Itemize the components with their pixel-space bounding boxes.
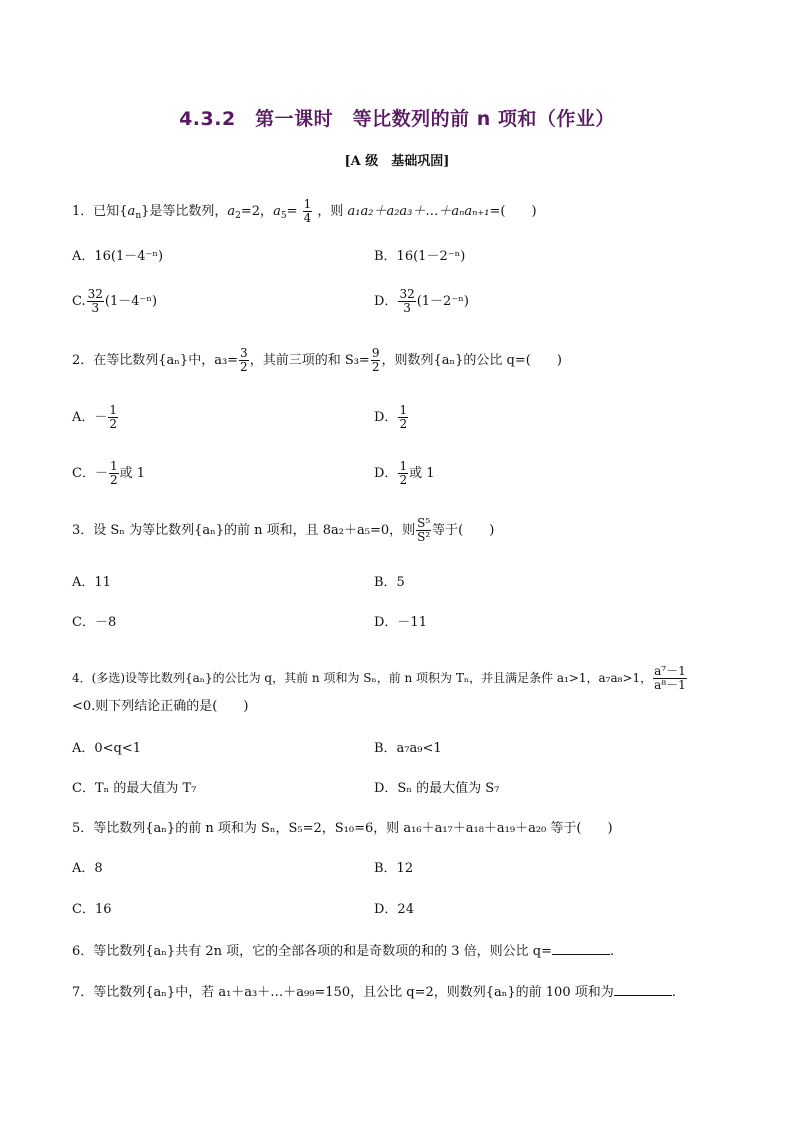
question-4-cont: <0.则下列结论正确的是( ) [72,699,249,714]
answer-blank[interactable] [614,983,672,996]
q5-option-d: D．24 [374,902,414,917]
q3-option-a: A．11 [72,575,111,590]
q4-option-a: A．0<q<1 [72,741,142,756]
fraction: $\frac{1}{2}$ [109,403,118,431]
q1-option-a: A．16(1－4⁻ⁿ) [72,249,164,264]
q1-option-c: C. $\frac{32}{3}$ (1－4⁻ⁿ) [72,287,158,315]
answer-blank[interactable] [552,942,610,955]
fraction: $\frac{32}{3}$ [87,287,103,315]
question-3: 3．设 Sₙ 为等比数列{aₙ}的前 n 项和，且 8a₂＋a₅=0，则 $\frac{\text{S⁵}}{\text{S²}}$ 等于( ) [72,516,495,544]
q3-option-c: C．－8 [72,615,117,630]
fraction: $\frac{3}{2}$ [240,346,248,374]
fraction: $\frac{1}{4}$ [303,197,312,225]
fraction: $\frac{1}{2}$ [109,459,118,487]
fraction: $\frac{1}{2}$ [399,459,408,487]
fraction: $\frac{1}{2}$ [399,403,408,431]
fraction: $\frac{\text{S⁵}}{\text{S²}}$ [417,516,431,544]
q1-prefix: 1．已知{ [72,204,128,219]
q3-option-d: D．－11 [374,615,427,630]
fraction: $\frac{\text{a⁷－1}}{\text{a⁸－1}}$ [654,664,686,692]
fraction: $\frac{32}{3}$ [399,287,415,315]
q1-option-b: B．16(1－2⁻ⁿ) [374,249,466,264]
question-4: 4．(多选)设等比数列{aₙ}的公比为 q，其前 n 项和为 Sₙ，前 n 项积为 Tₙ，并且满足条件 a₁>1，a₇a₈>1， $\frac{\text{a⁷－1}}{\text{a⁸－1}}$ [72,664,686,692]
q5-option-c: C．16 [72,902,112,917]
fraction: $\frac{9}{2}$ [371,346,380,374]
q4-option-d: D．Sₙ 的最大值为 S₇ [374,781,500,796]
question-7: 7．等比数列{aₙ}中，若 a₁＋a₃＋…＋a₉₉=150，且公比 q=2，则数列{aₙ}的前 100 项和为 . [72,985,676,1000]
question-6: 6．等比数列{aₙ}共有 2n 项，它的全部各项的和是奇数项的和的 3 倍，则公比 q= . [72,944,615,959]
q4-option-b: B．a₇a₉<1 [374,741,442,756]
q2-option-d-first: D． $\frac{1}{2}$ [374,403,408,431]
q1-option-d: D． $\frac{32}{3}$ (1－2⁻ⁿ) [374,287,469,315]
q4-option-c: C．Tₙ 的最大值为 T₇ [72,781,197,796]
q2-option-c: C．－ $\frac{1}{2}$ 或 1 [72,459,145,487]
q2-option-a: A．－ $\frac{1}{2}$ [72,403,118,431]
question-2: 2．在等比数列{aₙ}中，a₃= $\frac{3}{2}$ ，其前三项的和 S₃= $\frac{9}{2}$ ，则数列{aₙ}的公比 q=( ) [72,346,562,374]
sum-expression: a₁a₂＋a₂a₃＋…＋aₙaₙ₊₁ [347,204,490,219]
q3-option-b: B．5 [374,575,405,590]
q2-option-d: D． $\frac{1}{2}$ 或 1 [374,459,435,487]
question-5: 5．等比数列{aₙ}的前 n 项和为 Sₙ，S₅=2，S₁₀=6，则 a₁₆＋a₁₇＋a₁₈＋a₁₉＋a₂₀ 等于( ) [72,821,613,836]
q5-option-b: B．12 [374,861,414,876]
question-1: 1．已知$\{a_n\}$是等比数列，$a_2=2$，$a_5=$ $\frac{1}{4}$ ，则 a₁a₂＋a₂a₃＋…＋aₙaₙ₊₁=( ) [72,197,537,225]
section-level: [A 级 基础巩固] [344,154,450,169]
q5-option-a: A．8 [72,861,103,876]
page-title: 4.3.2 第一课时 等比数列的前 n 项和（作业） [179,108,615,130]
